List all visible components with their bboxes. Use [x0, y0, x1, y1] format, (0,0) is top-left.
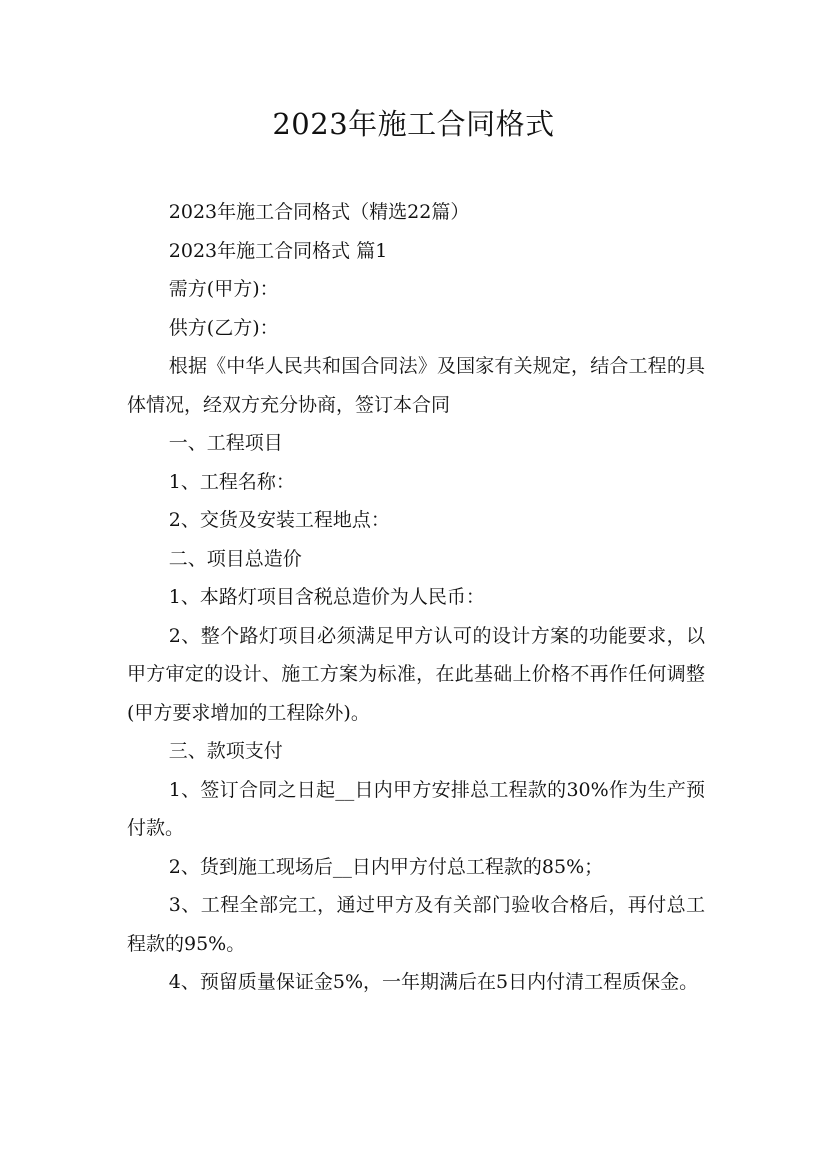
clause-item: 1、本路灯项目含税总造价为人民币：	[168, 586, 485, 608]
clause-item: 3、工程全部完工，通过甲方及有关部门验收合格后，再付总工程款的95%。	[127, 894, 705, 955]
doc-subtitle: 2023年施工合同格式（精选22篇）	[168, 201, 470, 223]
section-heading: 一、工程项目	[168, 432, 283, 454]
clause-item: 2、整个路灯项目必须满足甲方认可的设计方案的功能要求，以甲方审定的设计、施工方案为标准，在此基础上价格不再作任何调整(甲方要求增加的工程除外)。	[127, 624, 705, 724]
clause-item: 1、签订合同之日起__日内甲方安排总工程款的30%作为生产预付款。	[127, 778, 705, 839]
section-heading: 三、款项支付	[168, 740, 283, 762]
intro-paragraph: 根据《中华人民共和国合同法》及国家有关规定，结合工程的具体情况，经双方充分协商，签订本合同	[127, 355, 705, 416]
section-heading: 二、项目总造价	[168, 547, 302, 570]
party-a-line: 需方(甲方)：	[168, 278, 279, 300]
clause-item: 1、工程名称：	[168, 470, 295, 493]
document-body	[127, 193, 705, 1002]
clause-item: 2、货到施工现场后__日内甲方付总工程款的85%；	[168, 855, 604, 878]
section-heading: 2023年施工合同格式 篇1	[168, 239, 388, 262]
document-title: 2023年施工合同格式	[272, 107, 555, 141]
party-b-line: 供方(乙方)：	[168, 316, 279, 339]
clause-item: 2、交货及安装工程地点：	[168, 509, 390, 531]
clause-item: 4、预留质量保证金5%，一年期满后在5日内付清工程质保金。	[168, 971, 699, 993]
